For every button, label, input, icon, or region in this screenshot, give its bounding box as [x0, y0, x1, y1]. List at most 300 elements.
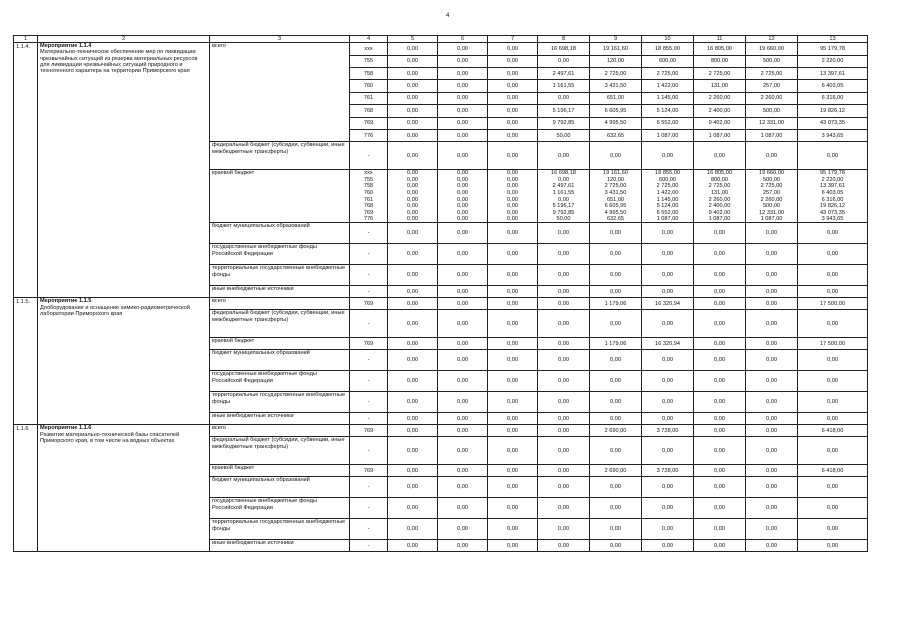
value-cell: 0,00 [488, 298, 538, 310]
value-cell: 1 087,00 [694, 129, 746, 141]
value-cell: 0,00 [488, 117, 538, 129]
funding-source-label: территориальные государственные внебюджетные фонды [210, 519, 350, 540]
funding-source-label: краевой бюджет [210, 170, 350, 223]
value-cell: 0,00 [538, 392, 590, 413]
value-cell: 19 161,60 [590, 43, 642, 55]
value-cell: 0,00 [798, 310, 868, 338]
value-cell: 120,00 [590, 177, 642, 184]
value-cell: 16 805,00 [694, 43, 746, 55]
value-cell: 0,00 [798, 371, 868, 392]
table-row [14, 298, 868, 310]
value-cell: 6 316,00 [798, 196, 868, 203]
value-cell: 0,00 [388, 350, 438, 371]
code-cell: 769 [350, 210, 388, 217]
header-cell: 9 [590, 36, 642, 43]
value-cell: 0,00 [388, 105, 438, 117]
header-cell: 3 [210, 36, 350, 43]
value-cell: 0,00 [388, 183, 438, 190]
value-cell: 0,00 [388, 371, 438, 392]
value-cell: 0,00 [642, 540, 694, 552]
value-cell: 0,00 [746, 350, 798, 371]
value-cell: 0,00 [590, 244, 642, 265]
value-cell: 0,00 [798, 350, 868, 371]
value-cell: 0,00 [538, 338, 590, 350]
value-cell: 0,00 [538, 413, 590, 425]
value-cell: 0,00 [488, 350, 538, 371]
value-cell: 0,00 [590, 223, 642, 244]
header-cell: 4 [350, 36, 388, 43]
code-cell: 769 [350, 465, 388, 477]
header-cell: 2 [38, 36, 210, 43]
value-cell: 0,00 [488, 216, 538, 223]
value-cell: 0,00 [488, 43, 538, 55]
value-cell: 0,00 [388, 170, 438, 177]
value-cell: 19 660,00 [746, 43, 798, 55]
value-cell: 0,00 [438, 540, 488, 552]
value-cell: 0,00 [538, 465, 590, 477]
value-cell: 0,00 [798, 286, 868, 298]
value-cell: 2 260,00 [694, 196, 746, 203]
value-cell: 3 431,50 [590, 80, 642, 92]
funding-source-label: иные внебюджетные источники [210, 286, 350, 298]
code-cell: 760 [350, 80, 388, 92]
value-cell: 0,00 [438, 286, 488, 298]
value-cell: 6 552,00 [642, 117, 694, 129]
value-cell: 1 422,00 [642, 80, 694, 92]
value-cell: 16 805,00 [694, 170, 746, 177]
value-cell: 0,00 [488, 244, 538, 265]
value-cell: 600,00 [642, 55, 694, 67]
page-number: 4 [446, 13, 450, 19]
value-cell: 0,00 [388, 190, 438, 197]
value-cell: 3 728,00 [642, 425, 694, 437]
value-cell: 12 331,00 [746, 117, 798, 129]
value-cell: 18 855,00 [642, 170, 694, 177]
value-cell: 800,00 [694, 55, 746, 67]
value-cell: 0,00 [642, 413, 694, 425]
value-cell: 0,00 [590, 413, 642, 425]
value-cell: 0,00 [538, 298, 590, 310]
value-cell: 0,00 [590, 437, 642, 465]
value-cell: 0,00 [388, 55, 438, 67]
value-cell: 0,00 [538, 519, 590, 540]
value-cell: 0,00 [538, 477, 590, 498]
value-cell: 0,00 [488, 105, 538, 117]
value-cell: 19 161,60 [590, 170, 642, 177]
value-cell: 2 220,00 [798, 55, 868, 67]
value-cell: 0,00 [694, 265, 746, 286]
code-cell: 769 [350, 338, 388, 350]
value-cell: 0,00 [642, 498, 694, 519]
code-cell: 755 [350, 55, 388, 67]
value-cell: 16 320,94 [642, 338, 694, 350]
funding-source-label: бюджет муниципальных образований [210, 350, 350, 371]
code-cell: - [350, 310, 388, 338]
value-cell: 2 725,00 [590, 183, 642, 190]
value-cell: 651,00 [590, 196, 642, 203]
value-cell: 0,00 [642, 519, 694, 540]
value-cell: 0,00 [746, 244, 798, 265]
value-cell: 632,65 [590, 216, 642, 223]
code-cell: xxx [350, 170, 388, 177]
value-cell: 0,00 [488, 177, 538, 184]
value-cell: 0,00 [590, 350, 642, 371]
header-cell: 8 [538, 36, 590, 43]
code-cell: - [350, 413, 388, 425]
measure-number: 1.1.6 [14, 425, 38, 552]
value-cell: 0,00 [642, 244, 694, 265]
code-cell: 768 [350, 105, 388, 117]
value-cell: 0,00 [694, 425, 746, 437]
value-cell: 19 826,12 [798, 105, 868, 117]
value-cell: 0,00 [438, 437, 488, 465]
value-cell: 0,00 [694, 437, 746, 465]
header-cell: 13 [798, 36, 868, 43]
measure-title: Мероприятие 1.1.4 [40, 43, 92, 50]
code-cell: - [350, 437, 388, 465]
value-cell: 0,00 [438, 92, 488, 104]
value-cell: 0,00 [388, 67, 438, 79]
value-cell: 0,00 [538, 286, 590, 298]
value-cell: 800,00 [694, 177, 746, 184]
value-cell: 2 725,00 [746, 67, 798, 79]
value-cell: 0,00 [388, 540, 438, 552]
code-cell: 761 [350, 196, 388, 203]
value-cell: 0,00 [438, 177, 488, 184]
value-cell: 0,00 [438, 196, 488, 203]
value-cell: 0,00 [388, 177, 438, 184]
value-cell: 0,00 [438, 465, 488, 477]
value-cell: 0,00 [488, 413, 538, 425]
code-cell: 769 [350, 298, 388, 310]
code-cell: 769 [350, 425, 388, 437]
header-cell: 1 [14, 36, 38, 43]
value-cell: 1 087,00 [746, 129, 798, 141]
value-cell: 0,00 [488, 265, 538, 286]
value-cell: 0,00 [798, 244, 868, 265]
value-cell: 0,00 [590, 498, 642, 519]
value-cell: 0,00 [388, 92, 438, 104]
code-cell: - [350, 540, 388, 552]
value-cell: 6 418,00 [798, 425, 868, 437]
code-cell: 755 [350, 177, 388, 184]
value-cell: 0,00 [438, 425, 488, 437]
value-cell: 0,00 [438, 216, 488, 223]
value-cell: 0,00 [388, 203, 438, 210]
value-cell: 0,00 [590, 371, 642, 392]
value-cell: 43 073,35 [798, 117, 868, 129]
value-cell: 0,00 [694, 392, 746, 413]
value-cell: 6 605,95 [590, 203, 642, 210]
code-cell: - [350, 350, 388, 371]
value-cell: 0,00 [488, 540, 538, 552]
value-cell: 5 124,00 [642, 203, 694, 210]
value-cell: 9 402,00 [694, 210, 746, 217]
value-cell: 0,00 [438, 210, 488, 217]
value-cell: 0,00 [488, 92, 538, 104]
value-cell: 0,00 [694, 413, 746, 425]
value-cell: 18 855,00 [642, 43, 694, 55]
value-cell: 0,00 [798, 413, 868, 425]
value-cell: 500,00 [746, 55, 798, 67]
value-cell: 2 260,00 [746, 196, 798, 203]
value-cell: 0,00 [488, 519, 538, 540]
value-cell: 0,00 [746, 465, 798, 477]
value-cell: 0,00 [538, 196, 590, 203]
value-cell: 0,00 [798, 142, 868, 170]
value-cell: 0,00 [388, 117, 438, 129]
code-cell: 776 [350, 129, 388, 141]
value-cell: 0,00 [746, 437, 798, 465]
value-cell: 0,00 [642, 392, 694, 413]
measure-number: 1.1.4. [14, 43, 38, 298]
code-cell: - [350, 392, 388, 413]
value-cell: 0,00 [538, 310, 590, 338]
value-cell: 2 725,00 [642, 67, 694, 79]
value-cell: 0,00 [438, 413, 488, 425]
value-cell: 13 397,61 [798, 183, 868, 190]
code-cell: - [350, 244, 388, 265]
value-cell: 500,00 [746, 177, 798, 184]
value-cell: 257,00 [746, 190, 798, 197]
value-cell: 500,00 [746, 203, 798, 210]
value-cell: 2 400,00 [694, 105, 746, 117]
value-cell: 0,00 [642, 437, 694, 465]
funding-source-label: иные внебюджетные источники [210, 540, 350, 552]
value-cell: 3 943,65 [798, 216, 868, 223]
value-cell: 0,00 [488, 67, 538, 79]
value-cell: 0,00 [746, 142, 798, 170]
value-cell: 5 196,17 [538, 203, 590, 210]
funding-source-label: федеральный бюджет (субсидии, субвенции, иные межбюджетные трансферты) [210, 142, 350, 170]
value-cell: 0,00 [388, 519, 438, 540]
value-cell: 95 179,78 [798, 43, 868, 55]
code-cell: 776 [350, 216, 388, 223]
funding-source-label: краевой бюджет [210, 465, 350, 477]
value-cell: 2 220,00 [798, 177, 868, 184]
value-cell: 257,00 [746, 80, 798, 92]
measure-title: Мероприятие 1.1.5 [40, 298, 92, 305]
value-cell: 0,00 [438, 519, 488, 540]
header-row [14, 36, 868, 43]
value-cell: 2 260,00 [694, 92, 746, 104]
value-cell: 0,00 [488, 196, 538, 203]
value-cell: 0,00 [538, 350, 590, 371]
funding-source-label: федеральный бюджет (субсидии, субвенции, иные межбюджетные трансферты) [210, 437, 350, 465]
value-cell: 0,00 [746, 298, 798, 310]
value-cell: 0,00 [488, 465, 538, 477]
value-cell: 0,00 [438, 477, 488, 498]
value-cell: 0,00 [438, 129, 488, 141]
header-cell: 7 [488, 36, 538, 43]
value-cell: 2 725,00 [642, 183, 694, 190]
value-cell: 0,00 [590, 286, 642, 298]
value-cell: 0,00 [642, 142, 694, 170]
header-cell: 11 [694, 36, 746, 43]
value-cell: 1 161,55 [538, 80, 590, 92]
value-cell: 2 690,00 [590, 425, 642, 437]
value-cell: 0,00 [388, 142, 438, 170]
value-cell: 0,00 [438, 170, 488, 177]
value-cell: 0,00 [438, 338, 488, 350]
value-cell: 5 196,17 [538, 105, 590, 117]
value-cell: 0,00 [694, 142, 746, 170]
value-cell: 0,00 [746, 392, 798, 413]
value-cell: 1 179,06 [590, 338, 642, 350]
funding-source-label: федеральный бюджет (субсидии, субвенции, иные межбюджетные трансферты) [210, 310, 350, 338]
value-cell: 0,00 [388, 216, 438, 223]
value-cell: 0,00 [746, 223, 798, 244]
measure-number: 1.1.5. [14, 298, 38, 425]
measure-text: Дооборудование и оснащение химико-радиометрической лаборатории Приморского края [40, 304, 190, 317]
value-cell: 9 792,85 [538, 117, 590, 129]
value-cell: 0,00 [438, 67, 488, 79]
value-cell: 0,00 [694, 540, 746, 552]
funding-source-label: бюджет муниципальных образований [210, 477, 350, 498]
measure-description [38, 298, 210, 425]
value-cell: 0,00 [746, 540, 798, 552]
value-cell: 0,00 [694, 371, 746, 392]
value-cell: 0,00 [438, 392, 488, 413]
value-cell: 13 397,61 [798, 67, 868, 79]
value-cell: 6 403,05 [798, 80, 868, 92]
value-cell: 0,00 [488, 170, 538, 177]
value-cell: 0,00 [694, 310, 746, 338]
value-cell: 0,00 [694, 244, 746, 265]
code-cell: 758 [350, 67, 388, 79]
value-cell: 0,00 [388, 43, 438, 55]
value-cell: 43 073,35 [798, 210, 868, 217]
value-cell: 0,00 [538, 223, 590, 244]
value-cell: 0,00 [488, 142, 538, 170]
value-cell: 0,00 [488, 210, 538, 217]
value-cell: 0,00 [642, 310, 694, 338]
value-cell: 1 087,00 [694, 216, 746, 223]
value-cell: 0,00 [438, 371, 488, 392]
code-cell: 760 [350, 190, 388, 197]
value-cell: 17 500,00 [798, 298, 868, 310]
table-row [14, 43, 868, 55]
value-cell: 3 431,50 [590, 190, 642, 197]
value-cell: 0,00 [798, 392, 868, 413]
value-cell: 0,00 [590, 519, 642, 540]
value-cell: 6 316,00 [798, 92, 868, 104]
value-cell: 0,00 [388, 298, 438, 310]
header-cell: 10 [642, 36, 694, 43]
value-cell: 0,00 [438, 190, 488, 197]
value-cell: 0,00 [438, 350, 488, 371]
code-cell: - [350, 223, 388, 244]
value-cell: 19 660,00 [746, 170, 798, 177]
value-cell: 0,00 [590, 142, 642, 170]
value-cell: 0,00 [746, 286, 798, 298]
value-cell: 0,00 [438, 265, 488, 286]
value-cell: 0,00 [538, 55, 590, 67]
value-cell: 632,65 [590, 129, 642, 141]
value-cell: 1 179,06 [590, 298, 642, 310]
value-cell: 1 087,00 [642, 216, 694, 223]
value-cell: 2 725,00 [694, 67, 746, 79]
value-cell: 0,00 [388, 338, 438, 350]
header-cell: 6 [438, 36, 488, 43]
value-cell: 19 826,12 [798, 203, 868, 210]
value-cell: 0,00 [388, 425, 438, 437]
value-cell: 0,00 [388, 80, 438, 92]
value-cell: 0,00 [694, 519, 746, 540]
value-cell: 600,00 [642, 177, 694, 184]
value-cell: 0,00 [388, 310, 438, 338]
value-cell: 2 725,00 [590, 67, 642, 79]
value-cell: 0,00 [642, 223, 694, 244]
value-cell: 500,00 [746, 105, 798, 117]
code-cell: - [350, 498, 388, 519]
value-cell: 0,00 [746, 498, 798, 519]
funding-source-label: бюджет муниципальных образований [210, 223, 350, 244]
value-cell: 0,00 [694, 286, 746, 298]
code-cell: 769 [350, 117, 388, 129]
value-cell: 1 087,00 [642, 129, 694, 141]
value-cell: 0,00 [488, 183, 538, 190]
value-cell: 0,00 [694, 338, 746, 350]
value-cell: 0,00 [388, 437, 438, 465]
code-cell: - [350, 519, 388, 540]
value-cell: 6 552,00 [642, 210, 694, 217]
measure-description [38, 43, 210, 298]
value-cell: 0,00 [798, 540, 868, 552]
funding-source-label: всего [210, 425, 350, 437]
value-cell: 0,00 [590, 392, 642, 413]
value-cell: 0,00 [538, 498, 590, 519]
value-cell: 5 124,00 [642, 105, 694, 117]
value-cell: 0,00 [798, 265, 868, 286]
value-cell: 0,00 [438, 105, 488, 117]
value-cell: 0,00 [488, 223, 538, 244]
value-cell: 0,00 [438, 298, 488, 310]
value-cell: 0,00 [538, 142, 590, 170]
value-cell: 131,00 [694, 80, 746, 92]
code-cell: 761 [350, 92, 388, 104]
value-cell: 651,00 [590, 92, 642, 104]
value-cell: 95 179,78 [798, 170, 868, 177]
code-cell: 768 [350, 203, 388, 210]
value-cell: 0,00 [388, 413, 438, 425]
value-cell: 0,00 [488, 286, 538, 298]
value-cell: 3 943,65 [798, 129, 868, 141]
value-cell: 9 402,00 [694, 117, 746, 129]
value-cell: 0,00 [488, 55, 538, 67]
funding-source-label: иные внебюджетные источники [210, 413, 350, 425]
value-cell: 0,00 [438, 498, 488, 519]
value-cell: 2 725,00 [694, 183, 746, 190]
value-cell: 0,00 [388, 129, 438, 141]
value-cell: 0,00 [590, 265, 642, 286]
value-cell: 1 145,00 [642, 92, 694, 104]
value-cell: 0,00 [694, 298, 746, 310]
value-cell: 0,00 [488, 190, 538, 197]
value-cell: 2 497,61 [538, 183, 590, 190]
value-cell: 0,00 [438, 223, 488, 244]
funding-source-label: государственные внебюджетные фонды Российской Федерации [210, 371, 350, 392]
value-cell: 0,00 [388, 392, 438, 413]
value-cell: 0,00 [538, 371, 590, 392]
header-cell: 5 [388, 36, 438, 43]
value-cell: 0,00 [538, 437, 590, 465]
value-cell: 2 725,00 [746, 183, 798, 190]
value-cell: 0,00 [538, 265, 590, 286]
value-cell: 2 690,00 [590, 465, 642, 477]
value-cell: 1 087,00 [746, 216, 798, 223]
value-cell: 131,00 [694, 190, 746, 197]
